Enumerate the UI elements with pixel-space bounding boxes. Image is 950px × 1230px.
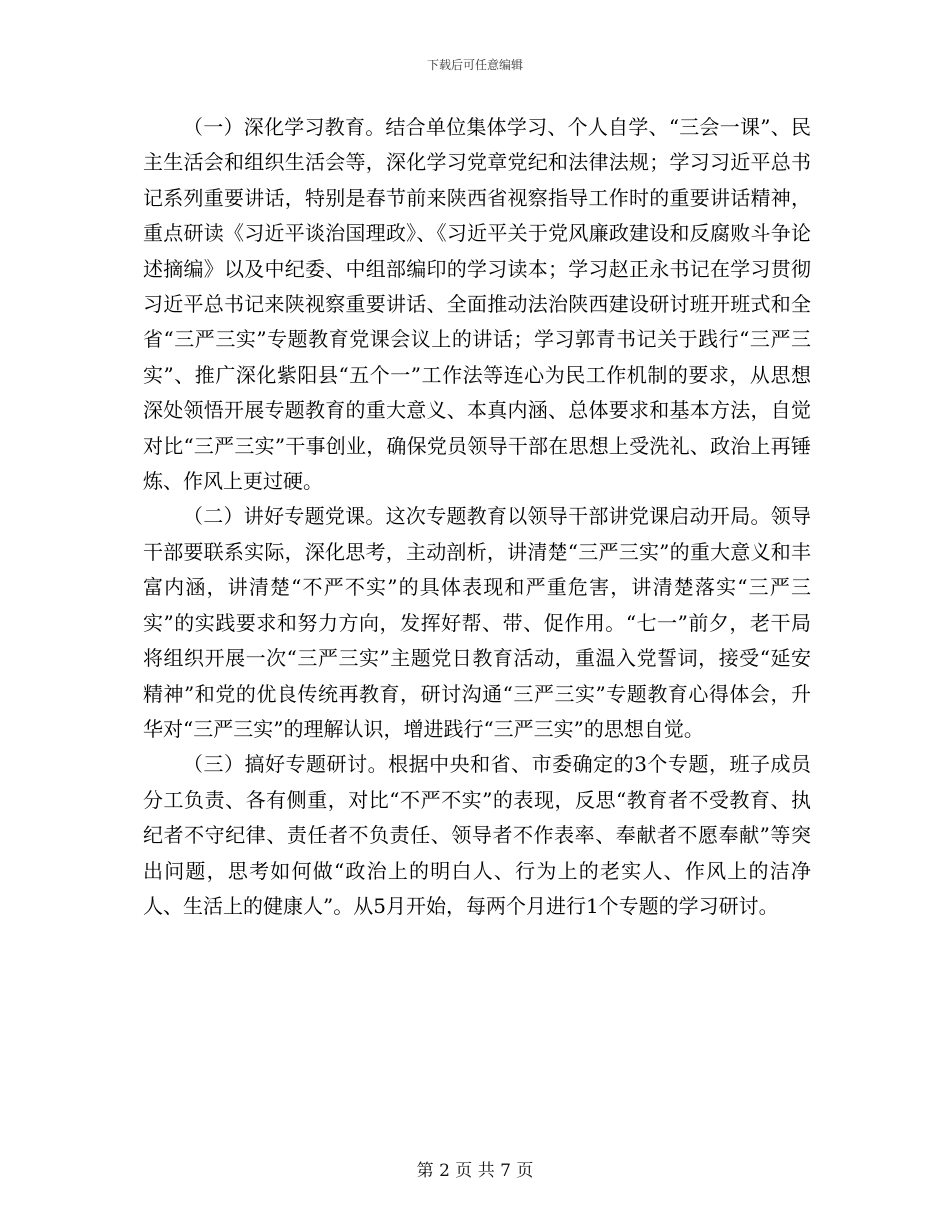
page-number-footer: 第 2 页 共 7 页 xyxy=(416,1161,534,1181)
paragraph-1: （一）深化学习教育。结合单位集体学习、个人自学、“三会一课”、民主生活会和组织生活会等，深化学习党章党纪和法律法规；学习习近平总书记系列重要讲话，特别是春节前来陕西省视察指导工作时的重要讲话精神，重点研读《习近平谈治国理政》、《习近平关于党风廉政建设和反腐败斗争论述摘编》以及中纪委、中组部编印的学习读本；学习赵正永书记在学习贯彻习近平总书记来陕视察重要讲话、全面推动法治陕西建设研讨班开班式和全省“三严三实”专题教育党课会议上的讲话；学习郭青书记关于践行“三严三实”、推广深化紫阳县“五个一”工作法等连心为民工作机制的要求，从思想深处领悟开展专题教育的重大意义、本真内涵、总体要求和基本方法，自觉对比“三严三实”干事创业，确保党员领导干部在思想上受洗礼、政治上再锤炼、作风上更过硬。 xyxy=(143,115,811,494)
paragraph-2: （二）讲好专题党课。这次专题教育以领导干部讲党课启动开局。领导干部要联系实际，深化思考，主动剖析，讲清楚“三严三实”的重大意义和丰富内涵，讲清楚“不严不实”的具体表现和严重危害，讲清楚落实“三严三实”的实践要求和努力方向，发挥好帮、带、促作用。“七一”前夕，老干局将组织开展一次“三严三实”主题党日教育活动，重温入党誓词，接受“延安精神”和党的优良传统再教育，研讨沟通“三严三实”专题教育心得体会，升华对“三严三实”的理解认识，增进践行“三严三实”的思想自觉。 xyxy=(143,504,811,741)
document-body xyxy=(143,110,811,924)
page-header: 下载后可任意编辑 xyxy=(426,58,523,72)
paragraph-3: （三）搞好专题研讨。根据中央和省、市委确定的3个专题，班子成员分工负责、各有侧重，对比“不严不实”的表现，反思“教育者不受教育、执纪者不守纪律、责任者不负责任、领导者不作表率、奉献者不愿奉献”等突出问题，思考如何做“政治上的明白人、行为上的老实人、作风上的洁净人、生活上的健康人”。从5月开始，每两个月进行1个专题的学习研讨。 xyxy=(143,752,811,918)
